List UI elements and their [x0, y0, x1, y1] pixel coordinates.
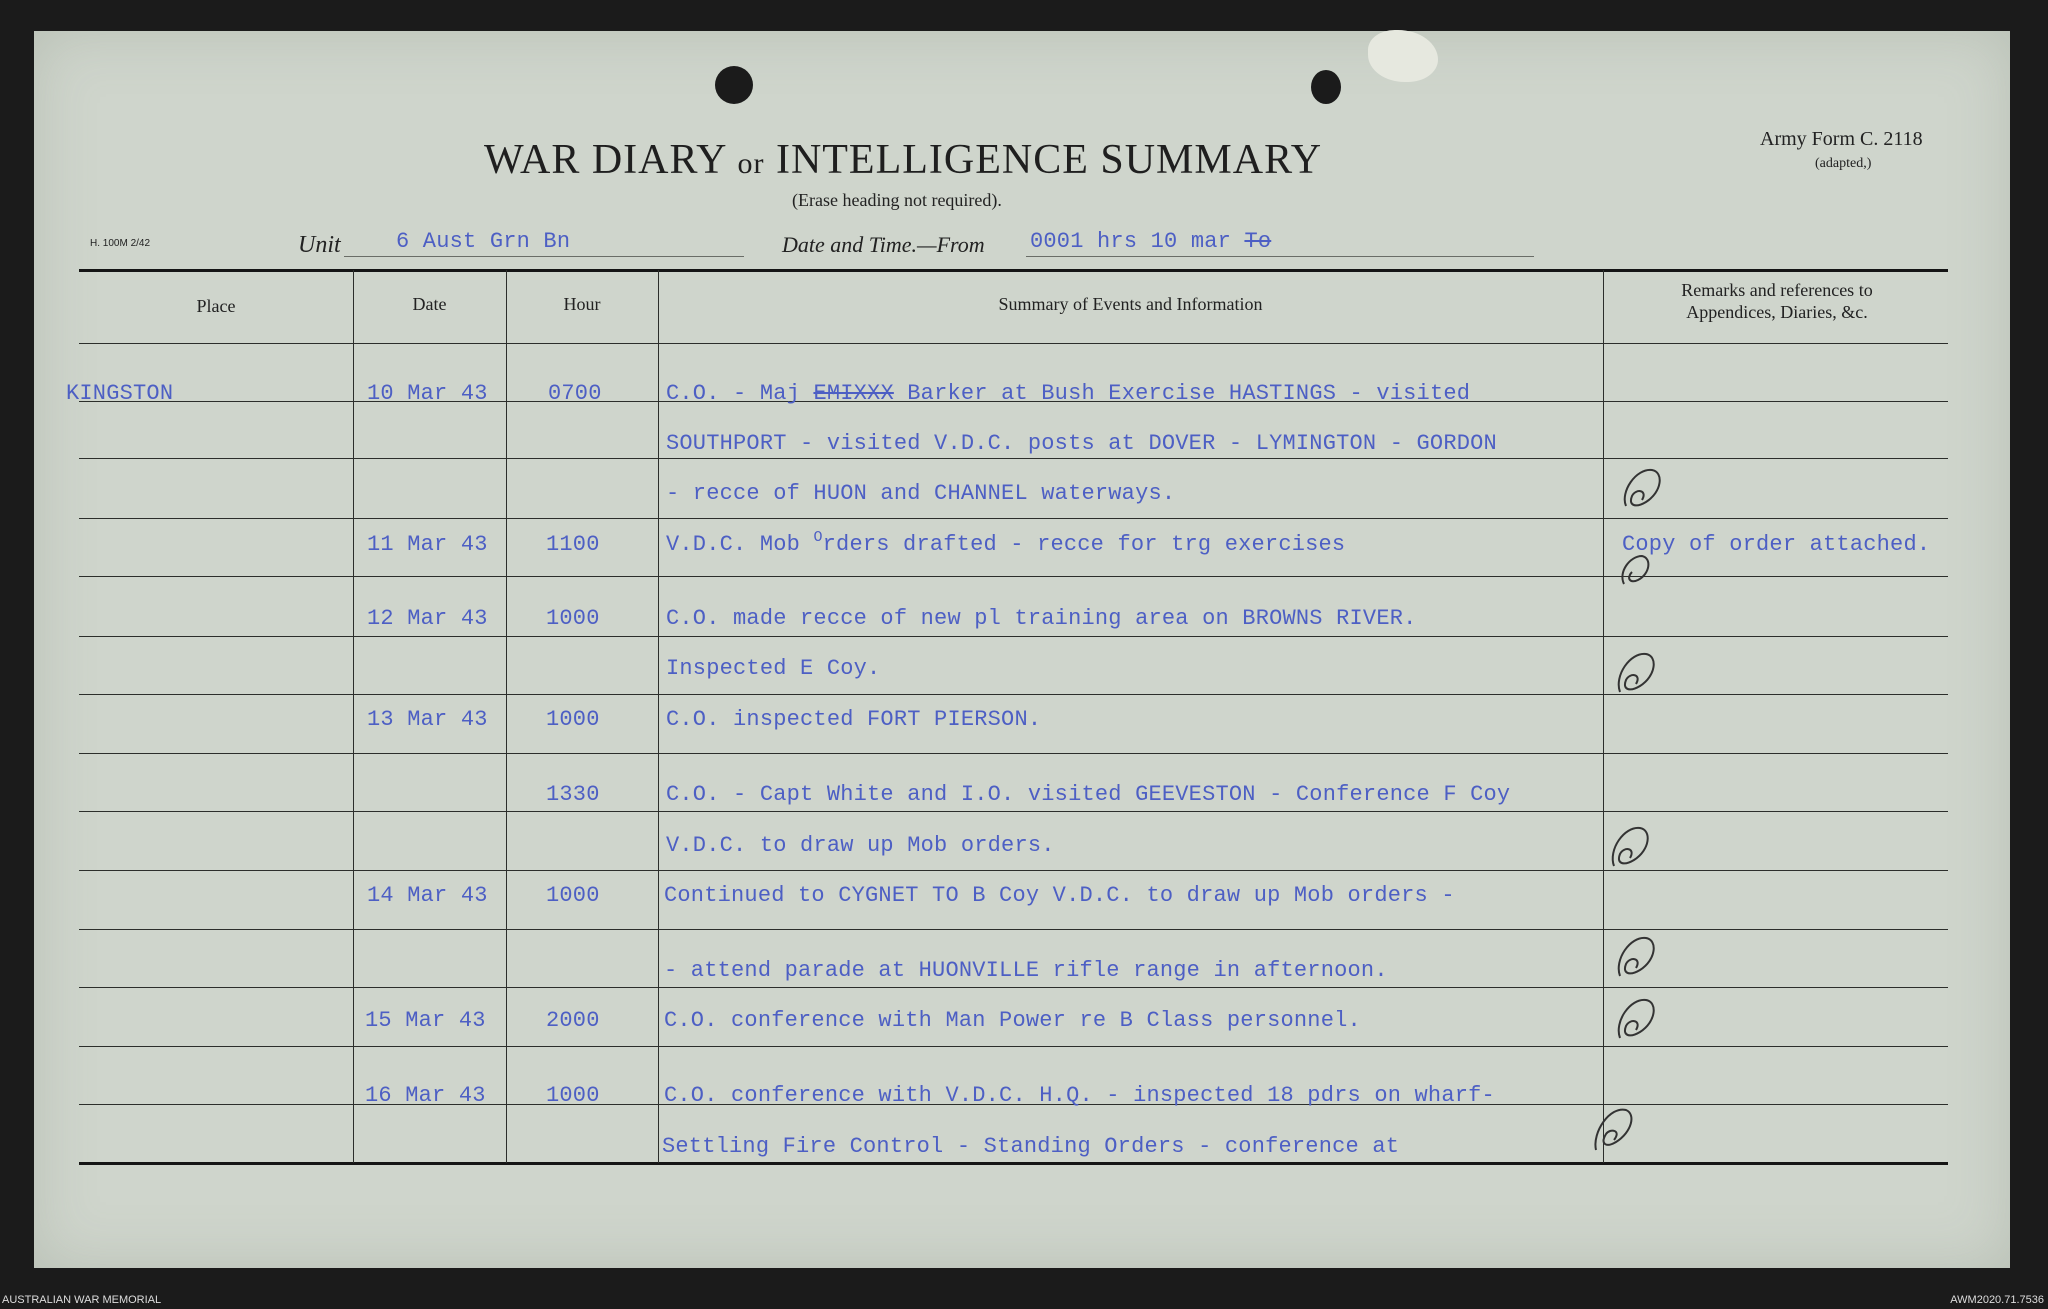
ruled-line [79, 870, 1948, 871]
date-time-from: 0001 hrs 10 mar [1030, 229, 1245, 254]
summary-text: V.D.C. Mob [666, 532, 814, 557]
handwritten-initials [1612, 646, 1660, 700]
hour-cell: 1330 [546, 782, 600, 807]
date-cell: 15 Mar 43 [365, 1008, 486, 1033]
ruled-line [79, 694, 1948, 695]
hour-cell: 1000 [546, 707, 600, 732]
summary-cell: Inspected E Coy. [666, 656, 881, 681]
title-part-2: INTELLIGENCE SUMMARY [775, 137, 1323, 183]
remarks-cell: Copy of order attached. [1622, 532, 1931, 557]
summary-cell: V.D.C. to draw up Mob orders. [666, 833, 1055, 858]
summary-cell: - attend parade at HUONVILLE rifle range in afternoon. [664, 958, 1388, 983]
ruled-line [79, 576, 1948, 577]
title-part-1: WAR DIARY [484, 137, 726, 183]
page-title [484, 136, 1322, 184]
table-header-border [79, 343, 1948, 344]
ruled-line [79, 929, 1948, 930]
date-time-label: Date and Time.—From [782, 232, 985, 257]
handwritten-initials [1612, 992, 1660, 1046]
struck-text: EMIXXX [813, 381, 894, 406]
summary-cell: C.O. conference with Man Power re B Class personnel. [664, 1008, 1361, 1033]
col-header-summary: Summary of Events and Information [998, 294, 1263, 314]
summary-cell: SOUTHPORT - visited V.D.C. posts at DOVER - LYMINGTON - GORDON [666, 431, 1497, 456]
date-cell: 12 Mar 43 [367, 606, 488, 631]
summary-text: Barker at Bush Exercise HASTINGS - visited [893, 381, 1471, 406]
summary-cell [666, 529, 1346, 557]
date-cell: 13 Mar 43 [367, 707, 488, 732]
form-print-code: H. 100M 2/42 [90, 238, 151, 249]
col-divider-hour [658, 270, 659, 1163]
hour-cell: 1000 [546, 1083, 600, 1108]
handwritten-initials [1618, 462, 1666, 516]
col-header-remarks [1605, 279, 1949, 323]
date-cell: 16 Mar 43 [365, 1083, 486, 1108]
summary-cell: C.O. made recce of new pl training area on BROWNS RIVER. [666, 606, 1417, 631]
ruled-line [79, 518, 1948, 519]
handwritten-initials [1616, 540, 1664, 594]
hour-cell: 1000 [546, 606, 600, 631]
punch-hole-left [715, 66, 753, 104]
date-cell: 14 Mar 43 [367, 883, 488, 908]
hour-cell: 1100 [546, 532, 600, 557]
summary-text: rders drafted - recce for trg exercises [822, 532, 1346, 557]
summary-cell: C.O. conference with V.D.C. H.Q. - inspected 18 pdrs on wharf- [664, 1083, 1495, 1108]
handwritten-initials [1612, 930, 1660, 984]
date-cell: 10 Mar 43 [367, 381, 488, 406]
ruled-line [79, 636, 1948, 637]
col-divider-summary [1603, 270, 1604, 1163]
remarks-header-line-2: Appendices, Diaries, &c. [1686, 302, 1868, 322]
col-divider-date [506, 270, 507, 1163]
summary-cell: Continued to CYGNET TO B Coy V.D.C. to draw up Mob orders - [664, 883, 1455, 908]
handwritten-initials [1590, 1100, 1638, 1154]
subtitle: (Erase heading not required). [792, 190, 1002, 210]
ruled-line [79, 458, 1948, 459]
unit-value: 6 Aust Grn Bn [396, 229, 571, 254]
unit-label: Unit [298, 232, 341, 258]
hour-cell: 2000 [546, 1008, 600, 1033]
col-header-hour: Hour [563, 294, 601, 314]
army-form-adapted: (adapted,) [1815, 156, 1872, 171]
place-cell: KINGSTON [66, 381, 174, 406]
col-header-date: Date [412, 294, 447, 314]
handwritten-initials [1606, 820, 1654, 874]
footer-reference: AWM2020.71.7536 [1950, 1294, 2044, 1306]
summary-cell: - recce of HUON and CHANNEL waterways. [666, 481, 1176, 506]
ruled-line [79, 753, 1948, 754]
date-time-to-struck: To [1244, 229, 1272, 254]
summary-cell: C.O. - Capt White and I.O. visited GEEVESTON - Conference F Coy [666, 782, 1511, 807]
ruled-line [79, 811, 1948, 812]
unit-underline [344, 256, 744, 257]
table-top-border [79, 269, 1948, 272]
superscript-correction: O [813, 529, 823, 546]
date-underline [1026, 256, 1534, 257]
hour-cell: 1000 [546, 883, 600, 908]
col-header-place: Place [196, 296, 236, 316]
date-cell: 11 Mar 43 [367, 532, 488, 557]
summary-cell: C.O. inspected FORT PIERSON. [666, 707, 1042, 732]
col-divider-place [353, 270, 354, 1163]
date-time-value [1030, 229, 1271, 254]
remarks-header-line-1: Remarks and references to [1681, 280, 1873, 300]
ruled-line [79, 1046, 1948, 1047]
punch-hole-right [1311, 70, 1341, 104]
army-form-number: Army Form C. 2118 [1760, 128, 1923, 150]
summary-text: C.O. - Maj [666, 381, 814, 406]
ruled-line [79, 987, 1948, 988]
table-bottom-border [79, 1162, 1948, 1165]
summary-cell: Settling Fire Control - Standing Orders - conference at [662, 1134, 1400, 1159]
footer-credit: AUSTRALIAN WAR MEMORIAL [2, 1294, 162, 1306]
summary-cell [666, 381, 1470, 406]
title-or: or [737, 147, 765, 180]
hour-cell: 0700 [548, 381, 602, 406]
